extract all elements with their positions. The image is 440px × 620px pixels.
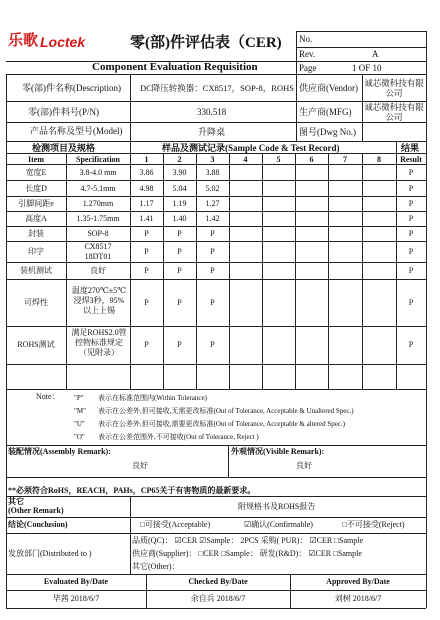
- note-code-u: "U": [74, 420, 85, 428]
- table-row-spec: 温度270℃±5℃浸焊3秒，95%以上上锡: [71, 286, 127, 315]
- table-cell: P: [177, 340, 182, 349]
- assembly-remark-value: 良好: [132, 461, 148, 470]
- col-sample-6: 6: [309, 155, 314, 164]
- part-no-value: 330.518: [197, 107, 227, 117]
- table-cell: 1.17: [139, 199, 154, 208]
- checked-by-value: 余自兵 2018/6/7: [190, 594, 246, 603]
- rohs-notice: **必须符合RoHS，REACH，PAHs，CP65关于有害物质的最新要求。: [8, 486, 256, 495]
- part-name-value: DC降压转换器：CX8517，SOP-8，ROHS: [140, 83, 294, 93]
- table-cell: P: [210, 340, 215, 349]
- table-row-result: P: [408, 168, 414, 177]
- distribution-label: 发放部门(Distributed to ): [8, 549, 92, 558]
- table-cell: 4.98: [139, 184, 154, 193]
- table-cell: P: [177, 266, 182, 275]
- note-text-u: 表示在公差外,但可接收,需要更改标准(Out of Tolerance, Acceptable & altered Spec.): [98, 420, 346, 428]
- checked-by-label: Checked By/Date: [188, 577, 248, 586]
- rev-label: Rev.: [299, 49, 316, 59]
- col-sample-1: 1: [144, 155, 149, 164]
- table-row-spec: 1.270mm: [82, 199, 114, 208]
- table-cell: 3.88: [205, 168, 220, 177]
- table-row-item: 引脚间距e: [18, 199, 54, 208]
- table-row-spec: 满足ROHS2.0管控物标准规定（见附录）: [71, 328, 127, 357]
- table-cell: P: [144, 340, 149, 349]
- table-cell: P: [177, 298, 182, 307]
- model-label: 产品名称及型号(Model): [30, 126, 123, 136]
- note-code-m: "M": [74, 407, 86, 415]
- distribution-line-supplier: 供应商(Supplier)： □CER □Sample： 研发(R&D)： ☑CER □Sample: [132, 549, 362, 558]
- approved-by-value: 刘树 2018/6/7: [334, 594, 382, 603]
- part-no-label: 零(部)件料号(P/N): [28, 107, 99, 117]
- table-row-item: 装机测试: [20, 266, 52, 275]
- conclusion-label: 结论(Conclusion): [8, 520, 68, 529]
- table-row-result: P: [408, 266, 414, 275]
- evaluated-by-label: Evaluated By/Date: [43, 577, 109, 586]
- table-cell: P: [210, 229, 215, 238]
- no-label: No.: [299, 34, 313, 44]
- table-row-spec: SOP-8: [87, 229, 109, 238]
- table-cell: 1.27: [205, 199, 220, 208]
- table-row-item: ROHS测试: [17, 340, 55, 349]
- table-row-item: 可焊性: [24, 298, 48, 307]
- col-sample-4: 4: [243, 155, 248, 164]
- mfg-label: 生产商(MFG): [299, 107, 352, 117]
- table-cell: 1.19: [172, 199, 187, 208]
- other-remark-value: 附规格书及ROHS报告: [238, 502, 316, 511]
- table-cell: 1.40: [172, 214, 187, 223]
- model-value: 升降桌: [198, 127, 226, 137]
- table-row-result: P: [408, 199, 414, 208]
- table-cell: 3.86: [139, 168, 154, 177]
- table-row-result: P: [408, 184, 414, 193]
- note-code-o: "O": [74, 433, 85, 441]
- other-remark-label-cn: 其它: [8, 497, 24, 506]
- rev-value: A: [372, 49, 379, 59]
- page-number: 1 OF 10: [352, 63, 382, 73]
- table-cell: P: [210, 266, 215, 275]
- visible-remark-label: 外观情况(Visible Remark):: [231, 447, 325, 456]
- note-label: Note：: [36, 392, 60, 401]
- note-text-o: 表示在公差范围外,不可接收(Out of Tolerance, Reject ): [98, 433, 259, 441]
- dwg-label: 图号(Dwg No.): [299, 127, 356, 137]
- table-cell: 3.90: [172, 168, 187, 177]
- conclusion-reject-checkbox[interactable]: □不可接受(Reject): [342, 520, 405, 529]
- page-label: Page: [299, 63, 317, 73]
- mfg-value: 诚芯微科技有限公司: [364, 102, 424, 122]
- table-row-result: P: [408, 214, 414, 223]
- table-row-spec: 良好: [90, 266, 106, 275]
- table-row-result: P: [408, 298, 414, 307]
- col-sample-3: 3: [210, 155, 215, 164]
- table-cell: P: [177, 247, 182, 256]
- part-name-label: 零(部)件名称(Description): [22, 83, 121, 93]
- col-sample-7: 7: [343, 155, 347, 164]
- table-cell: P: [144, 298, 149, 307]
- table-cell: 1.41: [139, 214, 154, 223]
- note-text-m: 表示在公差外,但可接收,无需更改标准(Out of Tolerance, Acceptable & Unaltered Spec.): [98, 407, 354, 415]
- table-cell: P: [210, 247, 215, 256]
- supplier-value: 诚芯微科技有限公司: [364, 78, 424, 98]
- table-cell: 5.02: [205, 184, 220, 193]
- table-header-items: 检测项目及规格: [32, 143, 96, 153]
- table-row-item: 封装: [28, 229, 44, 238]
- table-header-result: 结果: [401, 143, 420, 153]
- note-text-p: 表示在标准范围内(Within Tolerance): [98, 394, 207, 402]
- table-cell: P: [144, 229, 149, 238]
- table-cell: P: [177, 229, 182, 238]
- table-row-item: 长度D: [25, 184, 47, 193]
- brand-logo-en: Loctek: [40, 34, 86, 50]
- table-cell: P: [210, 298, 215, 307]
- col-result: Result: [400, 155, 422, 164]
- other-remark-label-en: (Other Remark): [8, 506, 64, 515]
- supplier-label: 供应商(Vendor): [299, 83, 358, 93]
- table-header-records: 样品及测试记录(Sample Code & Test Record): [162, 143, 340, 153]
- table-row-item: 宽度E: [25, 168, 47, 177]
- note-code-p: "P": [74, 394, 84, 402]
- distribution-line-other: 其它(Other)：: [132, 562, 180, 571]
- col-sample-2: 2: [177, 155, 182, 164]
- table-row-result: P: [408, 340, 414, 349]
- table-row-spec: 4.7-5.1mm: [80, 184, 116, 193]
- evaluated-by-value: 毕茜 2018/6/7: [52, 594, 100, 603]
- table-row-spec: CX8517 18DT01: [84, 242, 112, 261]
- visible-remark-value: 良好: [296, 461, 312, 470]
- page-title: 零(部)件评估表（CER): [130, 35, 282, 51]
- col-item: Item: [28, 155, 44, 164]
- table-row-item: 高度A: [25, 214, 47, 223]
- assembly-remark-label: 装配情况(Assembly Remark):: [8, 447, 111, 456]
- conclusion-confirmable-checkbox[interactable]: ☑确认(Confirmable): [244, 520, 313, 529]
- table-cell: P: [144, 266, 149, 275]
- table-cell: P: [144, 247, 149, 256]
- page-subtitle: Component Evaluation Requisition: [92, 61, 258, 73]
- col-sample-5: 5: [276, 155, 281, 164]
- distribution-line-qc: 品质(QC)： ☑CER ☑Sample： 2PCS 采购( PUR)： ☑CER □Sample: [132, 536, 364, 545]
- col-spec: Specification: [76, 155, 120, 164]
- table-row-spec: 3.8-4.0 mm: [79, 168, 117, 177]
- brand-logo-cn: 乐歌: [8, 33, 39, 49]
- table-row-result: P: [408, 247, 414, 256]
- table-row-item: 印字: [28, 247, 44, 256]
- col-sample-8: 8: [377, 155, 381, 164]
- approved-by-label: Approved By/Date: [326, 577, 390, 586]
- table-row-spec: 1.35-1.75mm: [76, 214, 120, 223]
- table-row-result: P: [408, 229, 414, 238]
- conclusion-acceptable-checkbox[interactable]: □可接受(Acceptable): [140, 520, 211, 529]
- table-cell: 1.42: [205, 214, 220, 223]
- table-cell: 5.04: [172, 184, 187, 193]
